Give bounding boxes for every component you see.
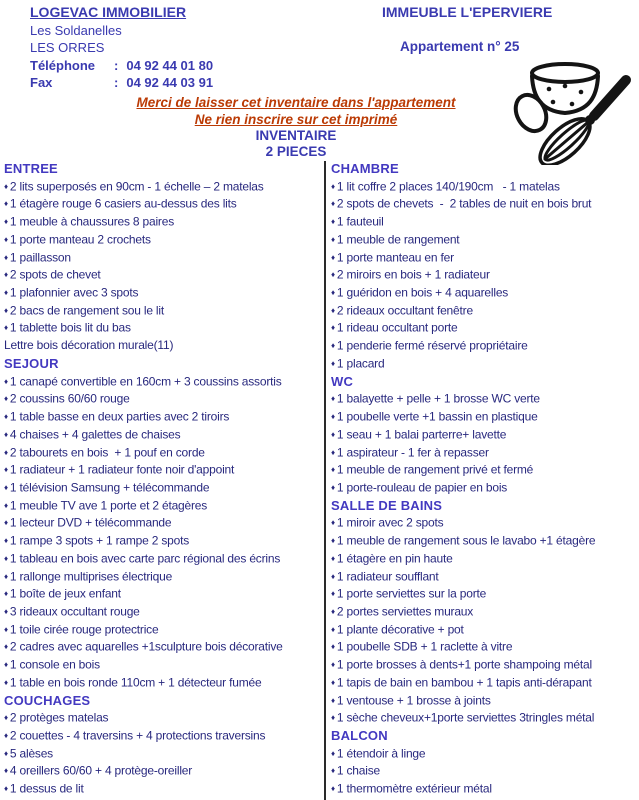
inventory-item xyxy=(331,390,636,408)
section-heading-chambre: CHAMBRE xyxy=(331,161,399,176)
diamond-bullet-icon: ♦ xyxy=(4,536,8,546)
inventory-item xyxy=(4,479,322,497)
inventory-item xyxy=(4,461,322,479)
fax-label: Fax xyxy=(30,75,53,91)
inventory-item xyxy=(331,709,636,727)
colon: : xyxy=(114,57,119,73)
item-text: 2 coussins 60/60 rouge xyxy=(9,391,130,406)
inventory-item xyxy=(4,550,322,568)
item-text: Lettre bois décoration murale(11) xyxy=(4,338,174,353)
diamond-bullet-icon: ♦ xyxy=(331,234,335,244)
item-text: 1 plante décorative + pot xyxy=(336,622,464,637)
inventory-item xyxy=(4,444,322,462)
inventory-item xyxy=(331,444,636,462)
inventory-item xyxy=(4,532,322,550)
item-text: 1 meuble de rangement xyxy=(336,232,460,247)
item-text: 1 toile cirée rouge protectrice xyxy=(9,622,159,637)
inventory-item xyxy=(4,195,322,213)
section-heading-balcon: BALCON xyxy=(331,728,388,743)
inventory-item xyxy=(331,550,636,568)
diamond-bullet-icon: ♦ xyxy=(4,713,8,723)
item-text: 1 télévision Samsung + télécommande xyxy=(9,480,210,495)
inventory-item xyxy=(331,337,636,355)
diamond-bullet-icon: ♦ xyxy=(331,748,335,758)
item-text: 1 rampe 3 spots + 1 rampe 2 spots xyxy=(9,533,190,548)
diamond-bullet-icon: ♦ xyxy=(331,199,335,209)
section-heading-salle-de-bains: SALLE DE BAINS xyxy=(331,497,443,513)
item-text: 1 étendoir à linge xyxy=(336,746,426,761)
item-text: 1 rideau occultant porte xyxy=(336,320,458,335)
inventory-item xyxy=(4,780,322,798)
diamond-bullet-icon: ♦ xyxy=(331,482,335,492)
item-text: 2 tabourets en bois + 1 pouf en corde xyxy=(9,445,205,459)
inventory-item xyxy=(4,674,322,692)
item-text: 1 porte serviettes sur la porte xyxy=(336,586,487,601)
section-heading-couchages: COUCHAGES xyxy=(4,692,91,708)
item-text: 4 oreillers 60/60 + 4 protège-oreiller xyxy=(9,763,193,778)
item-text: 1 chaise xyxy=(336,763,380,778)
item-text: 1 meuble TV ave 1 porte et 2 étagères xyxy=(9,498,208,513)
inventory-item xyxy=(331,638,636,656)
diamond-bullet-icon: ♦ xyxy=(4,288,8,298)
item-text: 2 protèges matelas xyxy=(9,710,109,725)
diamond-bullet-icon: ♦ xyxy=(4,270,8,280)
inventory-item xyxy=(4,709,322,727)
diamond-bullet-icon: ♦ xyxy=(4,731,8,740)
diamond-bullet-icon: ♦ xyxy=(4,766,8,776)
inventory-item xyxy=(4,585,322,603)
building-name: IMMEUBLE L'EPERVIERE xyxy=(382,4,553,20)
item-text: 1 canapé convertible en 160cm + 3 coussins assortis xyxy=(9,374,282,389)
diamond-bullet-icon: ♦ xyxy=(331,571,335,581)
item-text: 1 aspirateur - 1 fer à repasser xyxy=(336,445,489,459)
diamond-bullet-icon: ♦ xyxy=(4,518,8,528)
section-heading-sejour: SEJOUR xyxy=(4,355,59,371)
city-name: LES ORRES xyxy=(30,40,105,56)
item-text: 2 spots de chevets - 2 tables de nuit en bois brut xyxy=(336,196,592,211)
inventory-item xyxy=(4,178,322,196)
diamond-bullet-icon: ♦ xyxy=(331,518,335,528)
inventory-item xyxy=(331,408,636,426)
document-title: INVENTAIRE xyxy=(255,128,337,143)
item-text: 1 ventouse + 1 brosse à joints xyxy=(336,693,491,708)
diamond-bullet-icon: ♦ xyxy=(4,217,8,227)
inventory-item xyxy=(331,762,636,780)
item-text: 1 radiateur soufflant xyxy=(336,569,439,584)
diamond-bullet-icon: ♦ xyxy=(331,181,335,191)
diamond-bullet-icon: ♦ xyxy=(331,642,335,652)
inventory-item xyxy=(331,461,636,479)
item-text: 1 plafonnier avec 3 spots xyxy=(9,285,139,300)
inventory-item xyxy=(4,373,322,391)
inventory-item xyxy=(4,603,322,621)
inventory-item xyxy=(4,638,322,656)
inventory-item xyxy=(331,692,636,710)
inventory-item xyxy=(331,284,636,302)
inventory-item xyxy=(4,426,322,444)
diamond-bullet-icon: ♦ xyxy=(331,288,335,298)
diamond-bullet-icon: ♦ xyxy=(331,624,335,634)
diamond-bullet-icon: ♦ xyxy=(4,677,8,687)
diamond-bullet-icon: ♦ xyxy=(331,660,335,670)
item-text: 1 tablette bois lit du bas xyxy=(9,320,131,335)
diamond-bullet-icon: ♦ xyxy=(4,305,8,315)
diamond-bullet-icon: ♦ xyxy=(331,766,335,776)
fax-row xyxy=(30,74,213,92)
item-text: 1 poubelle SDB + 1 raclette à vitre xyxy=(336,639,513,654)
item-text: 2 couettes - 4 traversins + 4 protections traversins xyxy=(9,728,266,743)
inventory-item xyxy=(4,727,322,745)
inventory-item xyxy=(4,249,322,267)
diamond-bullet-icon: ♦ xyxy=(331,695,335,705)
diamond-bullet-icon: ♦ xyxy=(4,624,8,634)
diamond-bullet-icon: ♦ xyxy=(331,341,335,351)
section-heading-entree: ENTREE xyxy=(4,161,58,176)
residence-name: Les Soldanelles xyxy=(30,22,122,38)
diamond-bullet-icon: ♦ xyxy=(4,465,8,475)
inventory-item xyxy=(4,497,322,515)
bowl-dots xyxy=(547,84,584,107)
diamond-bullet-icon: ♦ xyxy=(331,553,335,563)
diamond-bullet-icon: ♦ xyxy=(331,270,335,280)
inventory-item xyxy=(4,745,322,763)
apartment-number: Appartement n° 25 xyxy=(400,39,520,54)
diamond-bullet-icon: ♦ xyxy=(331,536,335,546)
item-text: 1 porte manteau 2 crochets xyxy=(9,232,151,247)
inventory-item xyxy=(4,568,322,586)
inventory-item xyxy=(331,249,636,267)
column-divider xyxy=(324,161,326,800)
item-text: 1 seau + 1 balai parterre+ lavette xyxy=(336,427,507,442)
diamond-bullet-icon: ♦ xyxy=(4,553,8,563)
diamond-bullet-icon: ♦ xyxy=(4,660,8,670)
item-text: 4 chaises + 4 galettes de chaises xyxy=(9,427,181,442)
item-text: 1 lecteur DVD + télécommande xyxy=(9,515,172,530)
diamond-bullet-icon: ♦ xyxy=(4,429,8,439)
inventory-item xyxy=(331,603,636,621)
egg-icon xyxy=(510,90,553,137)
diamond-bullet-icon: ♦ xyxy=(331,713,335,723)
inventory-item xyxy=(331,656,636,674)
item-text: 5 alèses xyxy=(9,746,53,761)
diamond-bullet-icon: ♦ xyxy=(4,606,8,616)
item-text: 2 lits superposés en 90cm - 1 échelle – 2 matelas xyxy=(9,179,264,194)
right-column xyxy=(331,160,636,798)
item-text: 1 tableau en bois avec carte parc régional des écrins xyxy=(9,551,281,566)
diamond-bullet-icon: ♦ xyxy=(4,571,8,581)
inventory-item xyxy=(331,426,636,444)
section-heading-wc: WC xyxy=(331,373,354,389)
inventory-item xyxy=(331,195,636,213)
notice-line-2: Ne rien inscrire sur cet imprimé xyxy=(194,112,398,127)
inventory-item xyxy=(4,284,322,302)
item-text: 2 spots de chevet xyxy=(9,267,101,282)
item-text: 1 placard xyxy=(336,356,385,371)
diamond-bullet-icon: ♦ xyxy=(4,323,8,333)
item-text: 1 guéridon en bois + 4 aquarelles xyxy=(336,285,509,300)
diamond-bullet-icon: ♦ xyxy=(331,305,335,315)
inventory-item xyxy=(331,319,636,337)
item-text: 1 poubelle verte +1 bassin en plastique xyxy=(336,409,538,424)
left-column xyxy=(4,160,322,798)
inventory-item xyxy=(4,337,322,355)
phone-number: 04 92 44 01 80 xyxy=(126,57,214,73)
diamond-bullet-icon: ♦ xyxy=(331,358,335,368)
inventory-item xyxy=(4,213,322,231)
diamond-bullet-icon: ♦ xyxy=(331,589,335,599)
diamond-bullet-icon: ♦ xyxy=(4,748,8,758)
diamond-bullet-icon: ♦ xyxy=(4,376,8,386)
item-text: 1 étagère rouge 6 casiers au-dessus des lits xyxy=(9,196,237,211)
item-text: 1 porte-rouleau de papier en bois xyxy=(336,480,508,495)
inventory-item xyxy=(4,266,322,284)
inventory-item xyxy=(4,390,322,408)
item-text: 1 thermomètre extérieur métal xyxy=(336,781,492,796)
document-subtitle: 2 PIECES xyxy=(265,144,327,159)
inventory-item xyxy=(331,585,636,603)
item-text: 1 lit coffre 2 places 140/190cm - 1 matelas xyxy=(336,179,560,194)
inventory-item xyxy=(331,674,636,692)
diamond-bullet-icon: ♦ xyxy=(4,589,8,599)
diamond-bullet-icon: ♦ xyxy=(331,394,335,404)
diamond-bullet-icon: ♦ xyxy=(331,323,335,333)
diamond-bullet-icon: ♦ xyxy=(4,234,8,244)
item-text: 1 boîte de jeux enfant xyxy=(9,586,121,601)
inventory-item xyxy=(331,568,636,586)
inventory-item xyxy=(331,355,636,373)
item-text: 1 penderie fermé réservé propriétaire xyxy=(336,338,528,353)
item-text: 1 miroir avec 2 spots xyxy=(336,515,444,530)
diamond-bullet-icon: ♦ xyxy=(4,447,8,457)
diamond-bullet-icon: ♦ xyxy=(331,784,335,794)
inventory-item xyxy=(4,302,322,320)
diamond-bullet-icon: ♦ xyxy=(331,252,335,262)
diamond-bullet-icon: ♦ xyxy=(4,482,8,492)
item-text: 1 fauteuil xyxy=(336,214,384,229)
item-text: 1 radiateur + 1 radiateur fonte noir d'appoint xyxy=(9,462,235,477)
bowl-egg-whisk-clipart xyxy=(487,53,637,165)
item-text: 2 portes serviettes muraux xyxy=(336,604,474,619)
item-text: 3 rideaux occultant rouge xyxy=(9,604,140,619)
inventory-item xyxy=(331,514,636,532)
inventory-item xyxy=(331,213,636,231)
item-text: 1 sèche cheveux+1porte serviettes 3tringles métal xyxy=(336,710,595,725)
item-text: 1 meuble à chaussures 8 paires xyxy=(9,214,174,229)
inventory-item xyxy=(331,302,636,320)
inventory-item xyxy=(4,762,322,780)
diamond-bullet-icon: ♦ xyxy=(4,412,8,422)
phone-label: Téléphone xyxy=(30,57,96,73)
inventory-item xyxy=(4,319,322,337)
colon: : xyxy=(114,75,119,91)
diamond-bullet-icon: ♦ xyxy=(4,181,8,191)
phone-row xyxy=(30,57,213,75)
diamond-bullet-icon: ♦ xyxy=(331,412,335,422)
diamond-bullet-icon: ♦ xyxy=(331,429,335,439)
fax-number: 04 92 44 03 91 xyxy=(126,75,214,91)
inventory-item xyxy=(331,266,636,284)
inventory-item xyxy=(331,621,636,639)
diamond-bullet-icon: ♦ xyxy=(4,199,8,209)
item-text: 1 paillasson xyxy=(9,250,71,265)
item-text: 1 meuble de rangement privé et fermé xyxy=(336,462,534,477)
agency-header xyxy=(30,4,213,92)
diamond-bullet-icon: ♦ xyxy=(4,642,8,652)
item-text: 1 dessus de lit xyxy=(9,781,84,796)
diamond-bullet-icon: ♦ xyxy=(331,447,335,457)
inventory-item xyxy=(4,621,322,639)
item-text: 1 meuble de rangement sous le lavabo +1 étagère xyxy=(336,533,596,548)
inventory-item xyxy=(331,479,636,497)
notice-line-1: Merci de laisser cet inventaire dans l'appartement xyxy=(136,95,456,110)
inventory-item xyxy=(331,231,636,249)
item-text: 1 table basse en deux parties avec 2 tiroirs xyxy=(9,409,230,424)
inventory-item xyxy=(4,408,322,426)
item-text: 2 bacs de rangement sou le lit xyxy=(9,303,164,318)
company-name: LOGEVAC IMMOBILIER xyxy=(30,4,187,20)
diamond-bullet-icon: ♦ xyxy=(4,252,8,262)
item-text: 2 cadres avec aquarelles +1sculpture bois décorative xyxy=(9,639,283,654)
item-text: 2 miroirs en bois + 1 radiateur xyxy=(336,267,490,282)
inventory-item xyxy=(331,780,636,798)
inventory-item xyxy=(331,178,636,196)
diamond-bullet-icon: ♦ xyxy=(4,500,8,510)
item-text: 1 table en bois ronde 110cm + 1 détecteur fumée xyxy=(9,675,262,690)
item-text: 1 console en bois xyxy=(9,657,100,672)
item-text: 1 porte brosses à dents+1 porte shampoing métal xyxy=(336,657,592,672)
diamond-bullet-icon: ♦ xyxy=(331,465,335,475)
item-text: 1 rallonge multiprises électrique xyxy=(9,569,173,584)
item-text: 1 balayette + pelle + 1 brosse WC verte xyxy=(336,391,540,406)
item-text: 2 rideaux occultant fenêtre xyxy=(336,303,473,318)
diamond-bullet-icon: ♦ xyxy=(331,217,335,227)
inventory-item xyxy=(4,514,322,532)
item-text: 1 étagère en pin haute xyxy=(336,551,453,566)
inventory-item xyxy=(331,745,636,763)
inventory-item xyxy=(331,532,636,550)
inventory-item xyxy=(4,231,322,249)
item-text: 1 tapis de bain en bambou + 1 tapis anti-dérapant xyxy=(336,675,592,690)
diamond-bullet-icon: ♦ xyxy=(331,677,335,687)
diamond-bullet-icon: ♦ xyxy=(4,784,8,794)
diamond-bullet-icon: ♦ xyxy=(4,394,8,404)
inventory-item xyxy=(4,656,322,674)
item-text: 1 porte manteau en fer xyxy=(336,250,454,265)
diamond-bullet-icon: ♦ xyxy=(331,606,335,616)
